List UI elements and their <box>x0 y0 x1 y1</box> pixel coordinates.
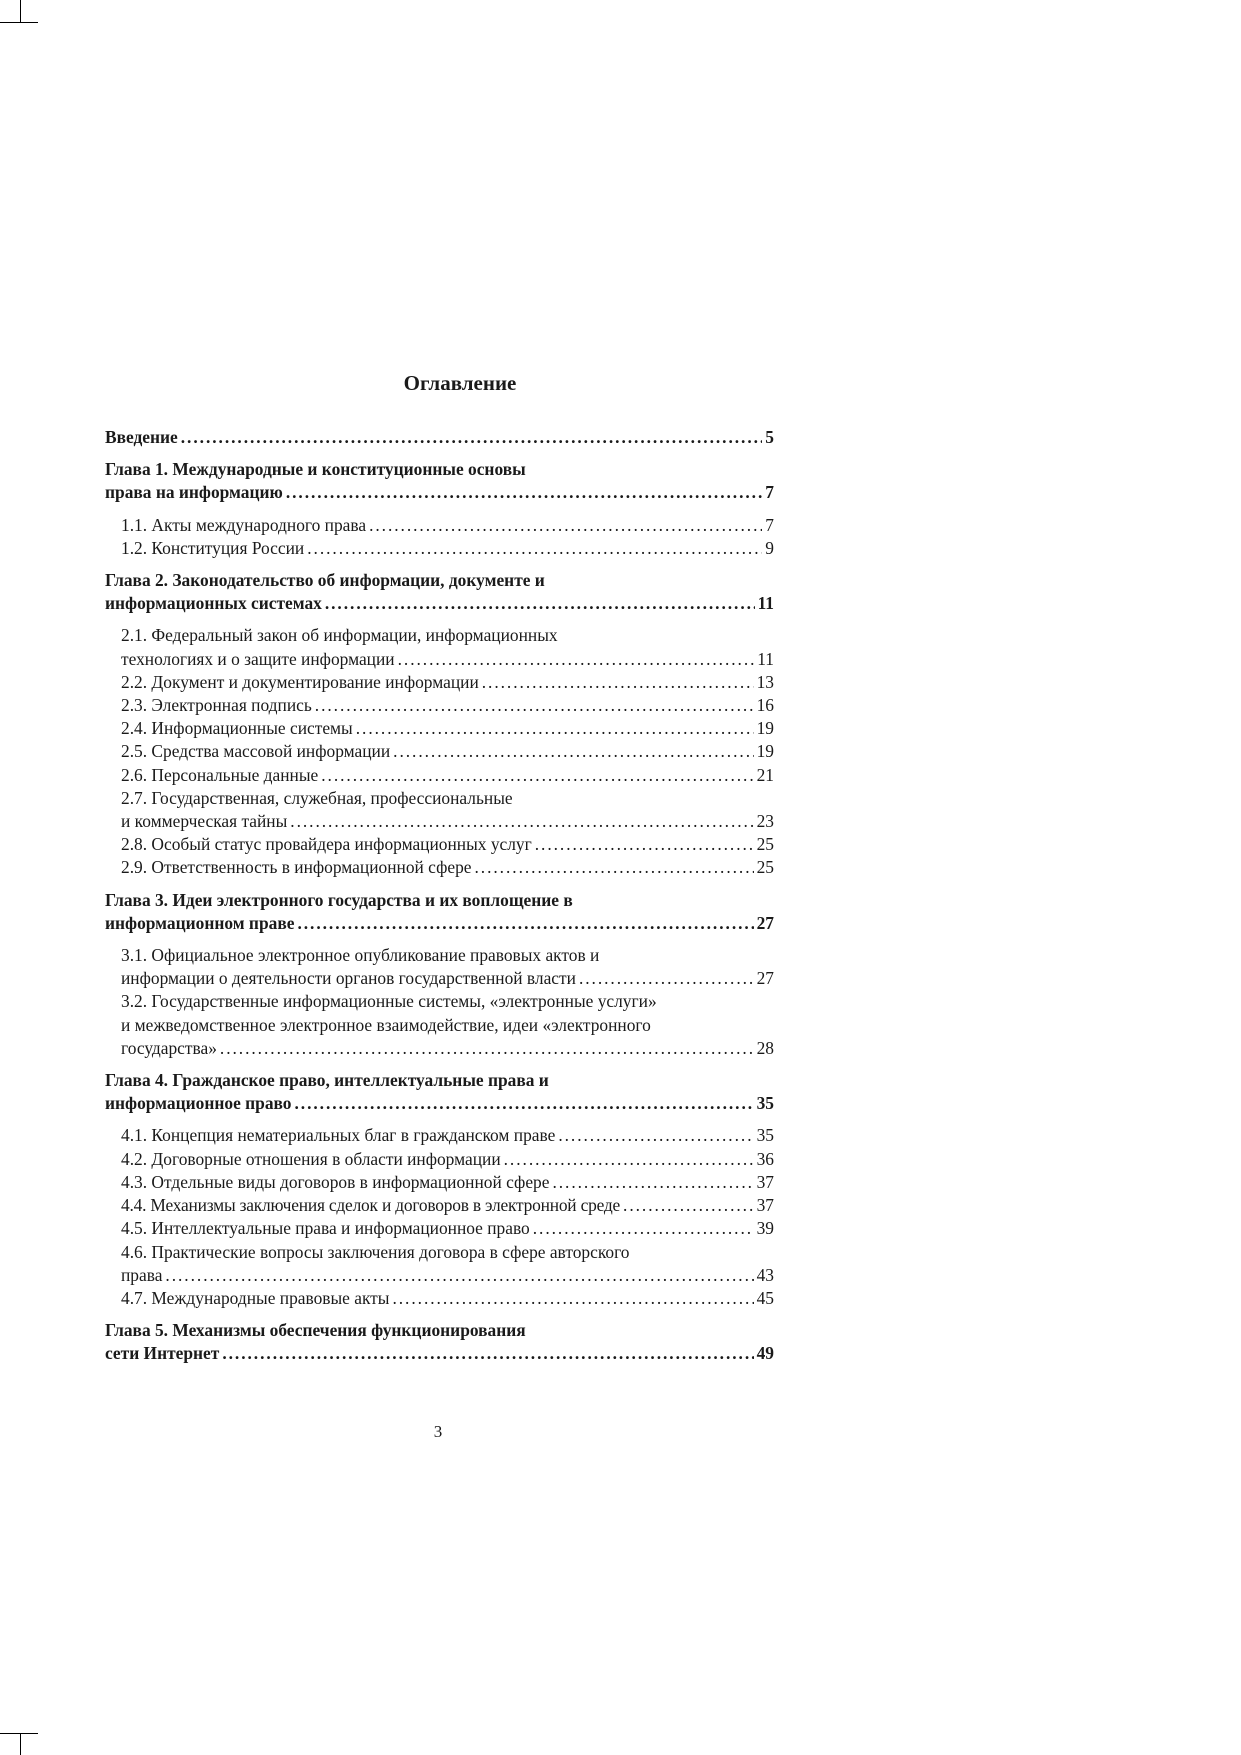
crop-mark-bottom-vertical <box>20 1733 21 1755</box>
dot-leader <box>393 740 753 763</box>
toc-line: 4.6. Практические вопросы заключения договора в сфере авторского <box>121 1241 630 1262</box>
table-of-contents <box>105 426 774 1375</box>
toc-page-number: 11 <box>757 648 774 669</box>
toc-item-4-3[interactable] <box>121 1171 774 1194</box>
dot-leader <box>558 1124 753 1147</box>
toc-sections-chapter-4 <box>105 1124 774 1310</box>
toc-entry-text: 4.5. Интеллектуальные права и информационное право <box>121 1218 530 1239</box>
toc-item-4-2[interactable] <box>121 1148 774 1171</box>
toc-entry-text: 2.8. Особый статус провайдера информационных услуг <box>121 834 532 855</box>
toc-entry-text: права <box>121 1264 163 1285</box>
toc-chapter-1[interactable] <box>105 458 774 504</box>
toc-line <box>105 592 774 615</box>
dot-leader <box>307 537 762 560</box>
toc-entry-text: 2.6. Персональные данные <box>121 764 319 785</box>
toc-entry-text: информационных системах <box>105 593 322 614</box>
toc-entry-text: 2.2. Документ и документирование информации <box>121 671 479 692</box>
toc-chapter-4[interactable] <box>105 1069 774 1115</box>
toc-page-number: 21 <box>756 764 774 785</box>
dot-leader <box>392 1287 753 1310</box>
toc-item-2-2[interactable] <box>121 671 774 694</box>
toc-page-number: 9 <box>765 537 774 558</box>
toc-line <box>105 1092 774 1115</box>
toc-line: Глава 5. Механизмы обеспечения функционирования <box>105 1320 526 1341</box>
toc-entry-text: 4.1. Концепция нематериальных благ в гражданском праве <box>121 1125 556 1146</box>
dot-leader <box>356 717 754 740</box>
dot-leader <box>369 514 762 537</box>
dot-leader <box>297 912 753 935</box>
crop-mark-bottom-horizontal <box>0 1733 38 1734</box>
toc-entry-text: информационное право <box>105 1093 292 1114</box>
toc-page-number: 35 <box>756 1093 774 1114</box>
dot-leader <box>315 694 754 717</box>
toc-line: и межведомственное электронное взаимодействие, идеи «электронного <box>121 1014 651 1035</box>
toc-entry-text: 1.2. Конституция России <box>121 537 305 558</box>
toc-page-number: 36 <box>756 1148 774 1169</box>
toc-page-number: 49 <box>756 1343 774 1364</box>
toc-entry-text: 2.4. Информационные системы <box>121 718 353 739</box>
toc-entry-text: права на информацию <box>105 482 283 503</box>
dot-leader <box>398 648 755 671</box>
toc-item-4-1[interactable] <box>121 1124 774 1147</box>
dot-leader <box>290 810 753 833</box>
toc-line <box>121 648 774 671</box>
toc-sections-chapter-3 <box>105 944 774 1060</box>
toc-line <box>121 1264 774 1287</box>
toc-entry-text: Введение <box>105 427 178 447</box>
dot-leader <box>325 592 755 615</box>
toc-item-2-9[interactable] <box>121 856 774 879</box>
toc-chapter-3[interactable] <box>105 889 774 935</box>
toc-item-2-1[interactable] <box>121 624 774 670</box>
toc-line <box>105 481 774 504</box>
toc-line: Глава 4. Гражданское право, интеллектуальные права и <box>105 1070 549 1091</box>
toc-page-number: 37 <box>756 1195 774 1216</box>
toc-item-4-7[interactable] <box>121 1287 774 1310</box>
toc-entry-text: сети Интернет <box>105 1343 220 1364</box>
toc-entry-text: 4.2. Договорные отношения в области информации <box>121 1148 501 1169</box>
dot-leader <box>475 856 754 879</box>
toc-page-number: 13 <box>756 671 774 692</box>
toc-item-1-1[interactable] <box>121 514 774 537</box>
toc-line: 3.1. Официальное электронное опубликование правовых актов и <box>121 945 600 966</box>
toc-entry-text: информационном праве <box>105 912 295 933</box>
dot-leader <box>579 967 754 990</box>
toc-item-2-6[interactable] <box>121 764 774 787</box>
toc-page-number: 23 <box>756 811 774 832</box>
toc-item-2-8[interactable] <box>121 833 774 856</box>
toc-item-2-5[interactable] <box>121 740 774 763</box>
dot-leader <box>165 1264 753 1287</box>
toc-page-number: 27 <box>756 912 774 933</box>
toc-page-number: 35 <box>756 1125 774 1146</box>
toc-page-number: 27 <box>756 968 774 989</box>
dot-leader <box>295 1092 754 1115</box>
dot-leader <box>482 671 754 694</box>
toc-line <box>105 1342 774 1365</box>
toc-item-4-5[interactable] <box>121 1217 774 1240</box>
toc-line <box>121 1037 774 1060</box>
page-title: Оглавление <box>403 371 517 395</box>
toc-entry-text: 2.9. Ответственность в информационной сфере <box>121 857 472 878</box>
toc-entry-text: информации о деятельности органов государственной власти <box>121 968 576 989</box>
toc-line <box>105 426 774 449</box>
toc-entry-text: 1.1. Акты международного права <box>121 514 367 535</box>
toc-line: Глава 2. Законодательство об информации, документе и <box>105 570 545 591</box>
crop-mark-top-vertical <box>20 0 21 22</box>
page-number: 3 <box>433 1422 443 1441</box>
toc-entry-text: и коммерческая тайны <box>121 811 288 832</box>
toc-line: 2.1. Федеральный закон об информации, информационных <box>121 625 558 646</box>
dot-leader <box>504 1148 754 1171</box>
dot-leader <box>552 1171 753 1194</box>
toc-line: 2.7. Государственная, служебная, профессиональные <box>121 787 513 808</box>
dot-leader <box>321 764 753 787</box>
toc-chapter-intro[interactable] <box>105 426 774 449</box>
toc-page-number: 7 <box>765 482 774 503</box>
toc-page-number: 25 <box>756 857 774 878</box>
toc-chapter-2[interactable] <box>105 569 774 615</box>
toc-entry-text: 2.5. Средства массовой информации <box>121 741 391 762</box>
toc-page-number: 16 <box>756 695 774 716</box>
toc-line <box>105 912 774 935</box>
toc-sections-chapter-2 <box>105 624 774 879</box>
toc-page-number: 19 <box>756 741 774 762</box>
dot-leader <box>533 1217 754 1240</box>
toc-page-number: 25 <box>756 834 774 855</box>
toc-chapter-5[interactable] <box>105 1319 774 1365</box>
toc-page-number: 19 <box>756 718 774 739</box>
toc-item-2-3[interactable] <box>121 694 774 717</box>
dot-leader <box>535 833 754 856</box>
toc-item-2-7[interactable] <box>121 787 774 833</box>
toc-entry-text: 4.4. Механизмы заключения сделок и договоров в электронной среде <box>121 1195 621 1216</box>
toc-item-1-2[interactable] <box>121 537 774 560</box>
toc-entry-text: 4.3. Отдельные виды договоров в информационной сфере <box>121 1171 550 1192</box>
dot-leader <box>623 1194 754 1217</box>
dot-leader <box>286 481 762 504</box>
toc-entry-text: технологиях и о защите информации <box>121 648 395 669</box>
toc-item-4-4[interactable] <box>121 1194 774 1217</box>
toc-item-4-6[interactable] <box>121 1241 774 1287</box>
toc-page-number: 7 <box>765 514 774 535</box>
dot-leader <box>222 1342 753 1365</box>
toc-page-number: 5 <box>765 427 774 447</box>
crop-mark-top-horizontal <box>0 22 38 23</box>
toc-item-2-4[interactable] <box>121 717 774 740</box>
toc-line <box>121 810 774 833</box>
toc-line <box>121 967 774 990</box>
toc-entry-text: 4.7. Международные правовые акты <box>121 1287 390 1308</box>
toc-entry-text: государства» <box>121 1037 217 1058</box>
toc-page-number: 37 <box>756 1171 774 1192</box>
toc-line: 3.2. Государственные информационные системы, «электронные услуги» <box>121 991 657 1012</box>
toc-line: Глава 3. Идеи электронного государства и их воплощение в <box>105 889 573 910</box>
toc-page-number: 11 <box>757 593 774 614</box>
toc-item-3-2[interactable] <box>121 990 774 1060</box>
dot-leader <box>220 1037 754 1060</box>
toc-page-number: 45 <box>756 1287 774 1308</box>
toc-entry-text: 2.3. Электронная подпись <box>121 695 312 716</box>
toc-sections-chapter-1 <box>105 514 774 560</box>
toc-line: Глава 1. Международные и конституционные основы <box>105 459 526 480</box>
toc-item-3-1[interactable] <box>121 944 774 990</box>
toc-page-number: 28 <box>756 1037 774 1058</box>
toc-page-number: 39 <box>756 1218 774 1239</box>
toc-page-number: 43 <box>756 1264 774 1285</box>
dot-leader <box>181 426 763 449</box>
